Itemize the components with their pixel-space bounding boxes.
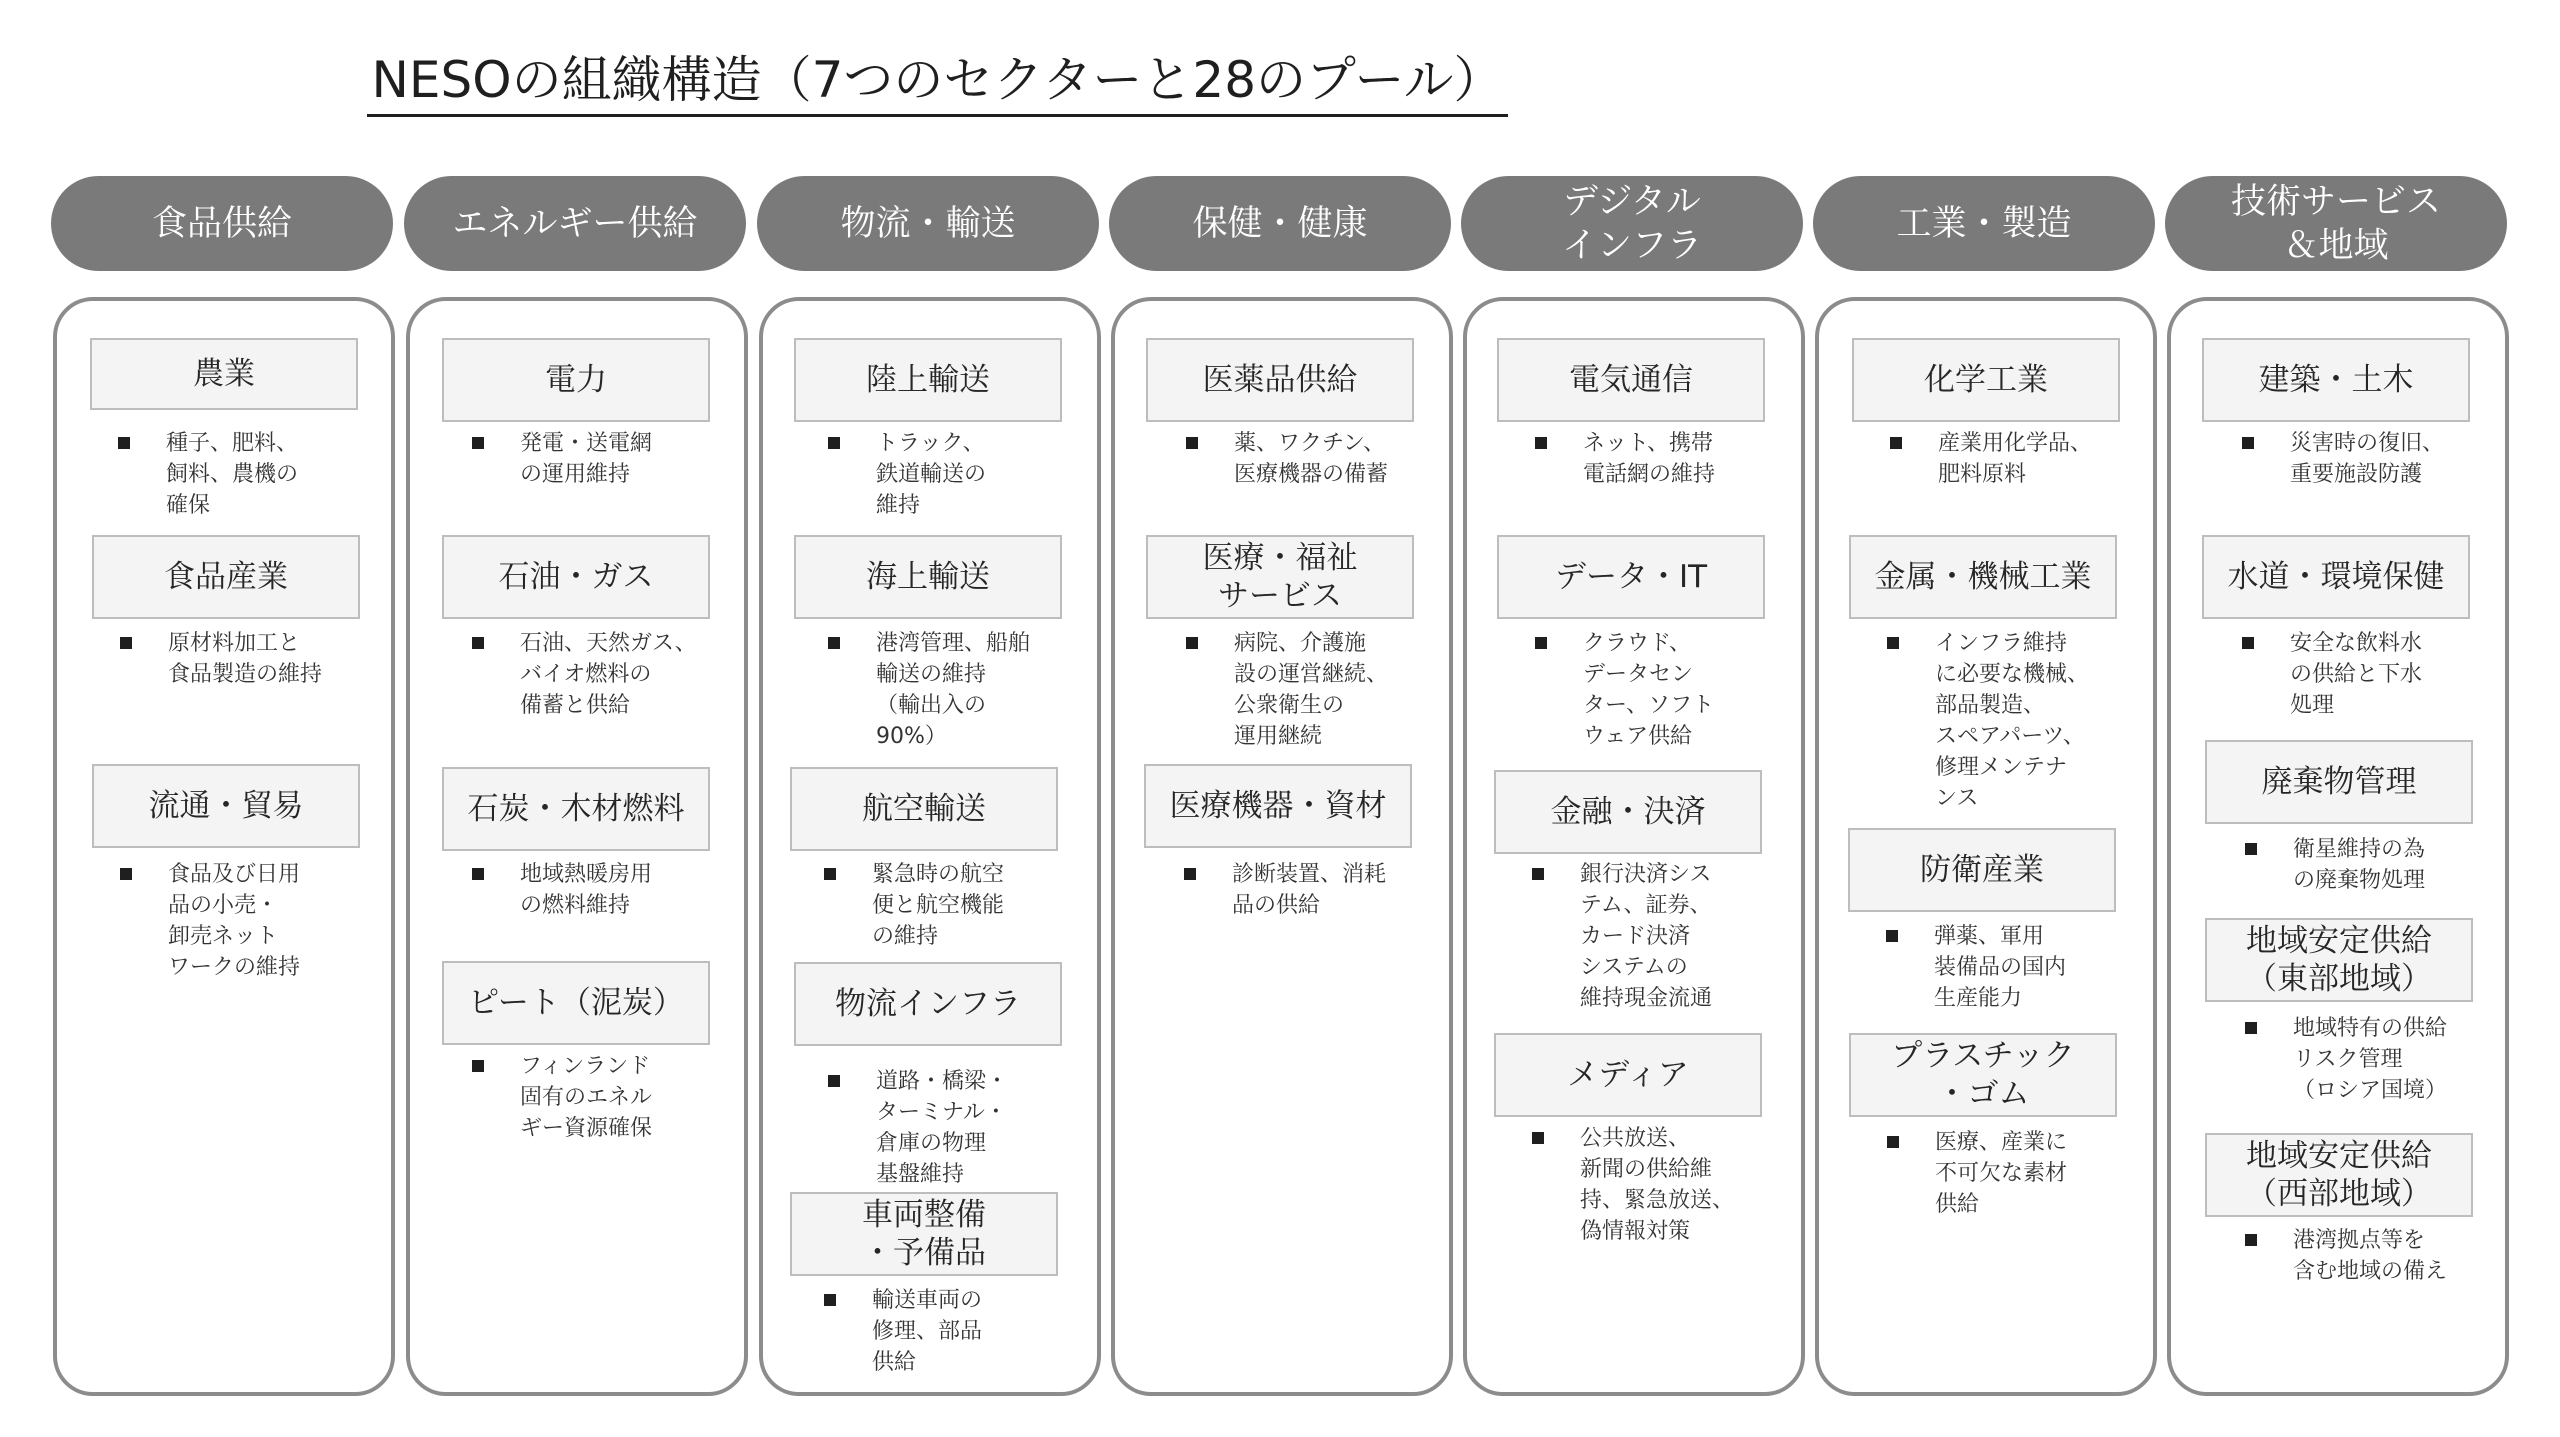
- pool-box: 防衛産業: [1848, 828, 2116, 912]
- pool-description-text: 病院、介護施 設の運営継続、 公衆衛生の 運用継続: [1234, 631, 1389, 749]
- pool-description-text: 弾薬、軍用 装備品の国内 生産能力: [1934, 924, 2067, 1011]
- pool-box: 石炭・木材燃料: [442, 767, 710, 851]
- square-bullet-icon: [828, 637, 840, 649]
- pool-description: [472, 428, 652, 490]
- pool-box: 食品産業: [92, 535, 360, 619]
- square-bullet-icon: [472, 437, 484, 449]
- pool-description-text: 銀行決済シス テム、証券、 カード決済 システムの 維持現金流通: [1580, 862, 1713, 1011]
- sector-header: デジタル インフラ: [1461, 176, 1803, 271]
- pool-box: 航空輸送: [790, 767, 1058, 851]
- pool-box: 医薬品供給: [1146, 338, 1414, 422]
- pool-description: [1532, 1123, 1734, 1247]
- sector-header: 工業・製造: [1813, 176, 2155, 271]
- page-title: NESOの組織構造（7つのセクターと28のプール）: [0, 48, 1875, 117]
- pool-description: [1886, 921, 2066, 1014]
- square-bullet-icon: [472, 637, 484, 649]
- pool-description-text: 公共放送、 新聞の供給維 持、緊急放送、 偽情報対策: [1580, 1126, 1735, 1244]
- pool-box: 医療機器・資材: [1144, 764, 1412, 848]
- pool-description: [120, 859, 300, 983]
- square-bullet-icon: [1184, 868, 1196, 880]
- pool-box: メディア: [1494, 1033, 1762, 1117]
- sector-header: 物流・輸送: [757, 176, 1099, 271]
- square-bullet-icon: [1186, 637, 1198, 649]
- square-bullet-icon: [828, 1075, 840, 1087]
- pool-box: 海上輸送: [794, 535, 1062, 619]
- pool-box: 金融・決済: [1494, 770, 1762, 854]
- square-bullet-icon: [2245, 1234, 2257, 1246]
- pool-description-text: 原材料加工と 食品製造の維持: [168, 631, 323, 687]
- pool-box: 廃棄物管理: [2205, 740, 2473, 824]
- square-bullet-icon: [2245, 843, 2257, 855]
- pool-box: 石油・ガス: [442, 535, 710, 619]
- pool-description: [120, 628, 322, 690]
- pool-box: 医療・福祉 サービス: [1146, 535, 1414, 619]
- pool-description: [828, 428, 986, 521]
- square-bullet-icon: [1887, 1136, 1899, 1148]
- pool-description: [1535, 428, 1715, 490]
- pool-description: [1887, 1127, 2067, 1220]
- sector-header: エネルギー供給: [404, 176, 746, 271]
- pool-box: 物流インフラ: [794, 962, 1062, 1046]
- pool-description: [828, 1066, 1008, 1190]
- pool-description: [2245, 834, 2425, 896]
- pool-description-text: インフラ維持 に必要な機械、 部品製造、 スペアパーツ、 修理メンテナ ンス: [1935, 631, 2090, 811]
- pool-box: データ・IT: [1497, 535, 1765, 619]
- pool-description: [1890, 428, 2092, 490]
- pool-box: プラスチック ・ゴム: [1849, 1033, 2117, 1117]
- pool-description-text: 衛星維持の為 の廃棄物処理: [2293, 837, 2426, 893]
- pool-box: 化学工業: [1852, 338, 2120, 422]
- pool-description-text: 災害時の復旧、 重要施設防護: [2290, 431, 2445, 487]
- square-bullet-icon: [2245, 1022, 2257, 1034]
- pool-description-text: 産業用化学品、 肥料原料: [1938, 431, 2093, 487]
- pool-box: 地域安定供給 （西部地域）: [2205, 1133, 2473, 1217]
- pool-description: [472, 859, 652, 921]
- square-bullet-icon: [1535, 437, 1547, 449]
- pool-description: [1535, 628, 1714, 752]
- square-bullet-icon: [1532, 868, 1544, 880]
- pool-description-text: 港湾拠点等を 含む地域の備え: [2293, 1228, 2448, 1284]
- pool-description-text: フィンランド 固有のエネル ギー資源確保: [520, 1054, 653, 1141]
- pool-description-text: 緊急時の航空 便と航空機能 の維持: [872, 862, 1005, 949]
- pool-description: [1186, 628, 1388, 752]
- pool-description-text: 診断装置、消耗 品の供給: [1232, 862, 1387, 918]
- pool-description: [824, 859, 1004, 952]
- square-bullet-icon: [824, 868, 836, 880]
- square-bullet-icon: [2242, 437, 2254, 449]
- pool-description-text: 薬、ワクチン、 医療機器の備蓄: [1234, 431, 1389, 487]
- pool-box: 水道・環境保健: [2202, 535, 2470, 619]
- pool-description-text: 輸送車両の 修理、部品 供給: [872, 1288, 983, 1375]
- pool-description-text: 発電・送電網 の運用維持: [520, 431, 653, 487]
- pool-box: 地域安定供給 （東部地域）: [2205, 918, 2473, 1002]
- square-bullet-icon: [120, 637, 132, 649]
- pool-description: [1184, 859, 1386, 921]
- sector-header: 技術サービス ＆地域: [2165, 176, 2507, 271]
- pool-box: 建築・土木: [2202, 338, 2470, 422]
- pool-description: [824, 1285, 982, 1378]
- sector-header: 保健・健康: [1109, 176, 1451, 271]
- pool-description: [472, 628, 697, 721]
- pool-description: [1532, 859, 1712, 1014]
- pool-description-text: 地域熱暖房用 の燃料維持: [520, 862, 653, 918]
- pool-description: [1186, 428, 1388, 490]
- square-bullet-icon: [2242, 637, 2254, 649]
- square-bullet-icon: [1890, 437, 1902, 449]
- square-bullet-icon: [1186, 437, 1198, 449]
- square-bullet-icon: [1886, 930, 1898, 942]
- pool-description-text: トラック、 鉄道輸送の 維持: [876, 431, 987, 518]
- pool-box: 陸上輸送: [794, 338, 1062, 422]
- pool-description-text: 地域特有の供給 リスク管理 （ロシア国境）: [2293, 1016, 2448, 1103]
- pool-description-text: 医療、産業に 不可欠な素材 供給: [1935, 1130, 2068, 1217]
- pool-description: [472, 1051, 652, 1144]
- pool-description-text: 道路・橋梁・ ターミナル・ 倉庫の物理 基盤維持: [876, 1069, 1009, 1187]
- pool-box: 金属・機械工業: [1849, 535, 2117, 619]
- square-bullet-icon: [118, 437, 130, 449]
- pool-description: [1887, 628, 2089, 814]
- square-bullet-icon: [1535, 637, 1547, 649]
- pool-description: [2245, 1013, 2447, 1106]
- pool-box: 電気通信: [1497, 338, 1765, 422]
- pool-box: 流通・貿易: [92, 764, 360, 848]
- pool-description-text: 食品及び日用 品の小売・ 卸売ネット ワークの維持: [168, 862, 301, 980]
- pool-description-text: クラウド、 データセン ター、ソフト ウェア供給: [1583, 631, 1715, 749]
- pool-description: [2245, 1225, 2447, 1287]
- pool-box: 農業: [90, 338, 358, 410]
- pool-description: [828, 628, 1030, 752]
- pool-description-text: 石油、天然ガス、 バイオ燃料の 備蓄と供給: [520, 631, 697, 718]
- square-bullet-icon: [120, 868, 132, 880]
- pool-description-text: 港湾管理、船舶 輸送の維持 （輸出入の 90%）: [876, 631, 1031, 749]
- pool-box: 車両整備 ・予備品: [790, 1192, 1058, 1276]
- square-bullet-icon: [472, 1060, 484, 1072]
- square-bullet-icon: [1532, 1132, 1544, 1144]
- pool-description-text: ネット、携帯 電話網の維持: [1583, 431, 1716, 487]
- pool-description-text: 安全な飲料水 の供給と下水 処理: [2290, 631, 2423, 718]
- pool-description: [2242, 628, 2422, 721]
- pool-box: ピート（泥炭）: [442, 961, 710, 1045]
- pool-description: [118, 428, 298, 521]
- square-bullet-icon: [472, 868, 484, 880]
- square-bullet-icon: [828, 437, 840, 449]
- sector-header: 食品供給: [51, 176, 393, 271]
- square-bullet-icon: [1887, 637, 1899, 649]
- pool-description-text: 種子、肥料、 飼料、農機の 確保: [166, 431, 299, 518]
- pool-description: [2242, 428, 2444, 490]
- pool-box: 電力: [442, 338, 710, 422]
- square-bullet-icon: [824, 1294, 836, 1306]
